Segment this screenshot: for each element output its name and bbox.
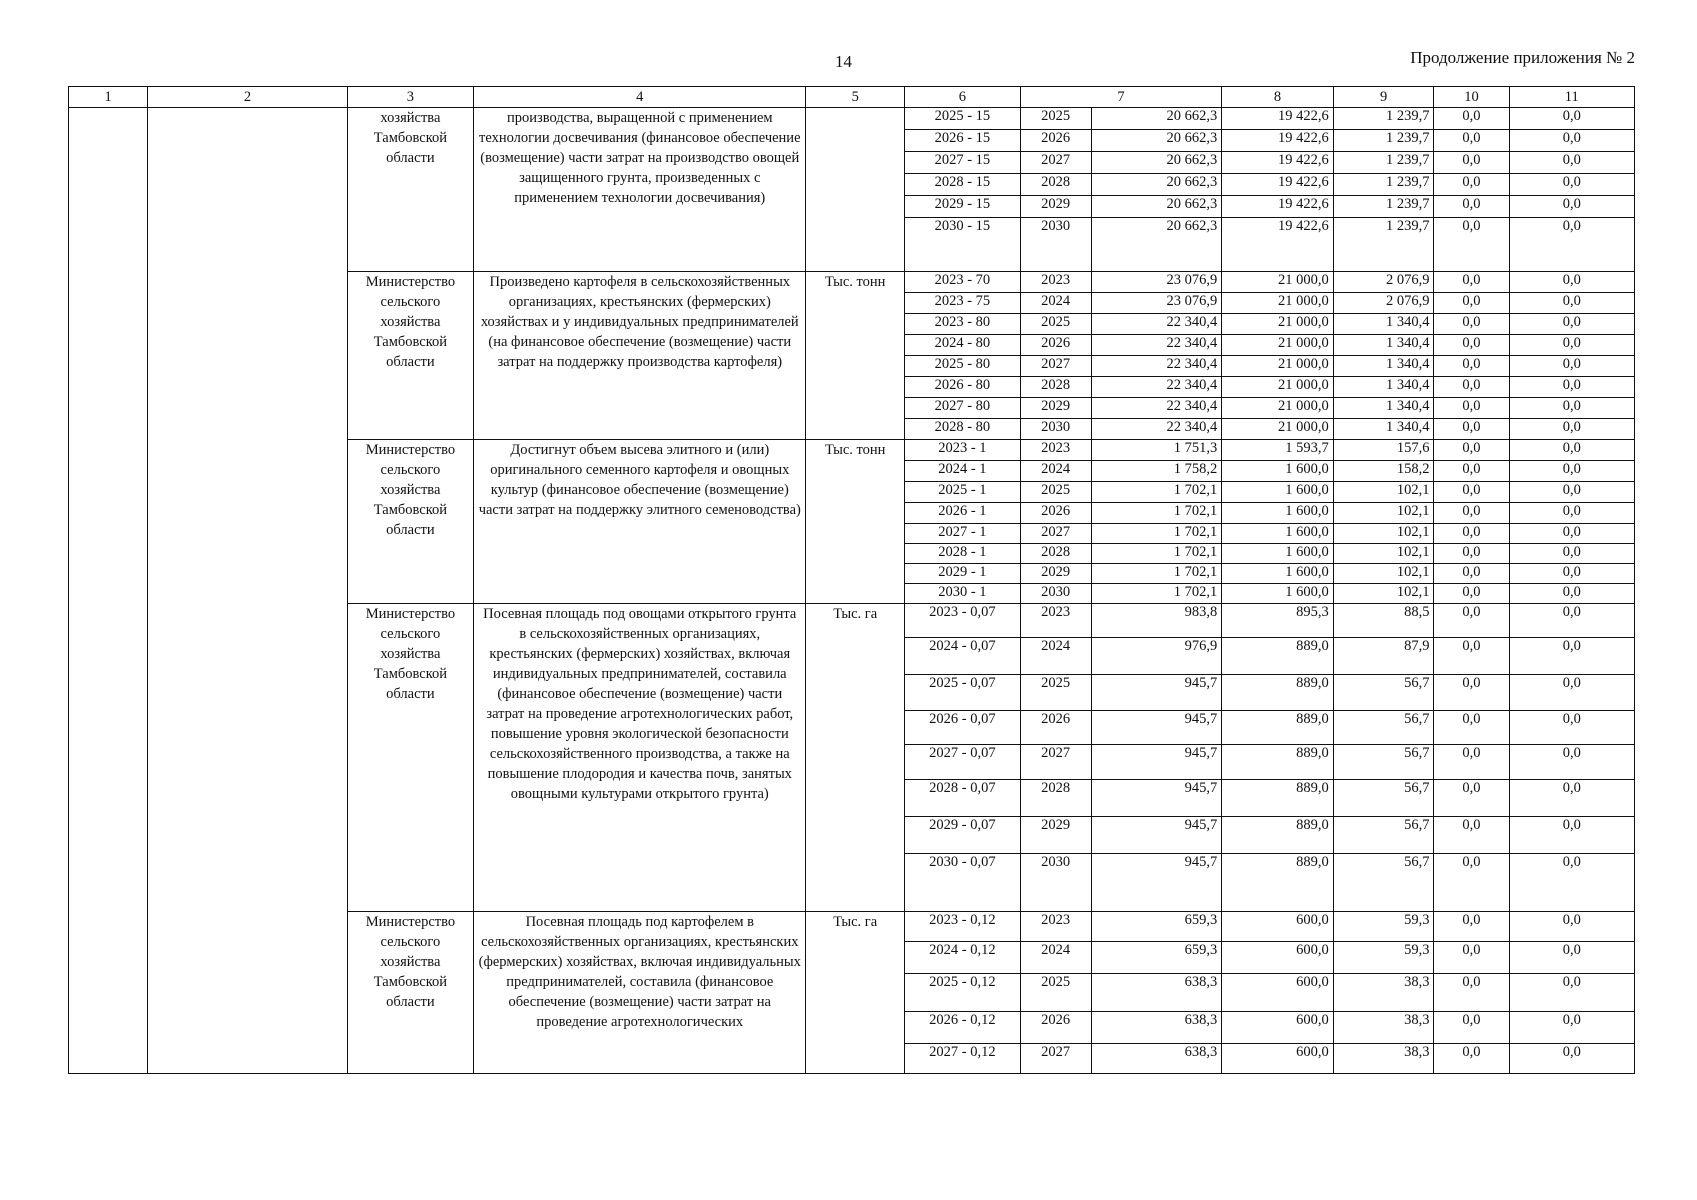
- local-amount: 0,0: [1434, 942, 1509, 974]
- local-amount: 0,0: [1434, 398, 1509, 419]
- col-header-5: 5: [806, 87, 905, 108]
- total-amount: 976,9: [1091, 638, 1222, 675]
- regional-amount: 1 340,4: [1333, 356, 1434, 377]
- total-amount: 659,3: [1091, 912, 1222, 942]
- target-value: 2023 - 0,12: [905, 912, 1021, 942]
- local-amount: 0,0: [1434, 503, 1509, 524]
- federal-amount: 21 000,0: [1222, 377, 1333, 398]
- year-cell: 2025: [1020, 974, 1091, 1012]
- regional-amount: 56,7: [1333, 711, 1434, 745]
- other-amount: 0,0: [1509, 544, 1635, 564]
- col-header-9: 9: [1333, 87, 1434, 108]
- indicator-description: Достигнут объем высева элитного и (или) оригинального семенного картофеля и овощных культур (финансовое обеспечение (возмещение) части затрат на поддержку элитного семеноводства): [474, 440, 806, 604]
- total-amount: 20 662,3: [1091, 130, 1222, 152]
- federal-amount: 889,0: [1222, 854, 1333, 912]
- executor-cell: Министерство сельского хозяйства Тамбовской области: [347, 604, 473, 912]
- other-amount: 0,0: [1509, 293, 1635, 314]
- regional-amount: 1 239,7: [1333, 130, 1434, 152]
- local-amount: 0,0: [1434, 564, 1509, 584]
- other-amount: 0,0: [1509, 314, 1635, 335]
- federal-amount: 600,0: [1222, 1012, 1333, 1044]
- year-cell: 2029: [1020, 398, 1091, 419]
- year-cell: 2027: [1020, 1044, 1091, 1074]
- target-value: 2028 - 1: [905, 544, 1021, 564]
- local-amount: 0,0: [1434, 152, 1509, 174]
- regional-amount: 56,7: [1333, 780, 1434, 817]
- other-amount: 0,0: [1509, 1012, 1635, 1044]
- regional-amount: 1 239,7: [1333, 108, 1434, 130]
- cell-col-2: [148, 108, 347, 1074]
- regional-amount: 2 076,9: [1333, 293, 1434, 314]
- local-amount: 0,0: [1434, 544, 1509, 564]
- total-amount: 659,3: [1091, 942, 1222, 974]
- local-amount: 0,0: [1434, 314, 1509, 335]
- regional-amount: 157,6: [1333, 440, 1434, 461]
- year-cell: 2026: [1020, 503, 1091, 524]
- year-cell: 2024: [1020, 293, 1091, 314]
- federal-amount: 889,0: [1222, 745, 1333, 780]
- regional-amount: 88,5: [1333, 604, 1434, 638]
- regional-amount: 38,3: [1333, 1044, 1434, 1074]
- federal-amount: 889,0: [1222, 638, 1333, 675]
- table-row: [69, 108, 1635, 130]
- col-header-3: 3: [347, 87, 473, 108]
- federal-amount: 21 000,0: [1222, 356, 1333, 377]
- total-amount: 1 751,3: [1091, 440, 1222, 461]
- year-cell: 2029: [1020, 196, 1091, 218]
- local-amount: 0,0: [1434, 356, 1509, 377]
- total-amount: 20 662,3: [1091, 152, 1222, 174]
- federal-amount: 1 600,0: [1222, 503, 1333, 524]
- regional-amount: 56,7: [1333, 675, 1434, 711]
- regional-amount: 59,3: [1333, 942, 1434, 974]
- other-amount: 0,0: [1509, 745, 1635, 780]
- total-amount: 22 340,4: [1091, 356, 1222, 377]
- year-cell: 2028: [1020, 544, 1091, 564]
- other-amount: 0,0: [1509, 461, 1635, 482]
- regional-amount: 1 239,7: [1333, 152, 1434, 174]
- target-value: 2027 - 80: [905, 398, 1021, 419]
- local-amount: 0,0: [1434, 524, 1509, 544]
- other-amount: 0,0: [1509, 854, 1635, 912]
- regional-amount: 102,1: [1333, 584, 1434, 604]
- federal-amount: 19 422,6: [1222, 196, 1333, 218]
- year-cell: 2028: [1020, 780, 1091, 817]
- year-cell: 2027: [1020, 152, 1091, 174]
- local-amount: 0,0: [1434, 482, 1509, 503]
- local-amount: 0,0: [1434, 638, 1509, 675]
- federal-amount: 21 000,0: [1222, 335, 1333, 356]
- regional-amount: 56,7: [1333, 745, 1434, 780]
- year-cell: 2023: [1020, 440, 1091, 461]
- target-value: 2023 - 1: [905, 440, 1021, 461]
- federal-amount: 1 600,0: [1222, 544, 1333, 564]
- federal-amount: 19 422,6: [1222, 108, 1333, 130]
- regional-amount: 59,3: [1333, 912, 1434, 942]
- target-value: 2030 - 0,07: [905, 854, 1021, 912]
- target-value: 2026 - 1: [905, 503, 1021, 524]
- total-amount: 23 076,9: [1091, 272, 1222, 293]
- regional-amount: 56,7: [1333, 854, 1434, 912]
- other-amount: 0,0: [1509, 196, 1635, 218]
- year-cell: 2027: [1020, 356, 1091, 377]
- total-amount: 1 702,1: [1091, 503, 1222, 524]
- federal-amount: 21 000,0: [1222, 314, 1333, 335]
- other-amount: 0,0: [1509, 604, 1635, 638]
- year-cell: 2025: [1020, 314, 1091, 335]
- other-amount: 0,0: [1509, 152, 1635, 174]
- target-value: 2029 - 1: [905, 564, 1021, 584]
- federal-amount: 21 000,0: [1222, 293, 1333, 314]
- other-amount: 0,0: [1509, 503, 1635, 524]
- year-cell: 2030: [1020, 854, 1091, 912]
- total-amount: 945,7: [1091, 854, 1222, 912]
- other-amount: 0,0: [1509, 398, 1635, 419]
- total-amount: 1 702,1: [1091, 584, 1222, 604]
- other-amount: 0,0: [1509, 272, 1635, 293]
- col-header-11: 11: [1509, 87, 1635, 108]
- local-amount: 0,0: [1434, 461, 1509, 482]
- local-amount: 0,0: [1434, 196, 1509, 218]
- federal-amount: 19 422,6: [1222, 152, 1333, 174]
- col-header-2: 2: [148, 87, 347, 108]
- federal-amount: 895,3: [1222, 604, 1333, 638]
- target-value: 2023 - 80: [905, 314, 1021, 335]
- other-amount: 0,0: [1509, 942, 1635, 974]
- year-cell: 2023: [1020, 912, 1091, 942]
- target-value: 2027 - 15: [905, 152, 1021, 174]
- regional-amount: 158,2: [1333, 461, 1434, 482]
- target-value: 2023 - 75: [905, 293, 1021, 314]
- other-amount: 0,0: [1509, 524, 1635, 544]
- total-amount: 638,3: [1091, 1012, 1222, 1044]
- year-cell: 2024: [1020, 942, 1091, 974]
- target-value: 2028 - 0,07: [905, 780, 1021, 817]
- regional-amount: 1 340,4: [1333, 377, 1434, 398]
- other-amount: 0,0: [1509, 377, 1635, 398]
- federal-amount: 600,0: [1222, 1044, 1333, 1074]
- other-amount: 0,0: [1509, 711, 1635, 745]
- federal-amount: 1 600,0: [1222, 564, 1333, 584]
- other-amount: 0,0: [1509, 974, 1635, 1012]
- target-value: 2029 - 15: [905, 196, 1021, 218]
- total-amount: 23 076,9: [1091, 293, 1222, 314]
- col-header-8: 8: [1222, 87, 1333, 108]
- other-amount: 0,0: [1509, 817, 1635, 854]
- federal-amount: 21 000,0: [1222, 272, 1333, 293]
- local-amount: 0,0: [1434, 1044, 1509, 1074]
- local-amount: 0,0: [1434, 377, 1509, 398]
- executor-cell: Министерство сельского хозяйства Тамбовской области: [347, 912, 473, 1074]
- year-cell: 2024: [1020, 461, 1091, 482]
- other-amount: 0,0: [1509, 780, 1635, 817]
- year-cell: 2030: [1020, 419, 1091, 440]
- local-amount: 0,0: [1434, 440, 1509, 461]
- unit-cell: Тыс. га: [806, 912, 905, 1074]
- local-amount: 0,0: [1434, 974, 1509, 1012]
- page-number: 14: [835, 52, 852, 71]
- regional-amount: 1 239,7: [1333, 196, 1434, 218]
- year-cell: 2030: [1020, 584, 1091, 604]
- regional-amount: 1 239,7: [1333, 218, 1434, 272]
- continuation-caption: Продолжение приложения № 2: [1410, 48, 1635, 67]
- target-value: 2027 - 1: [905, 524, 1021, 544]
- indicator-description: Посевная площадь под картофелем в сельскохозяйственных организациях, крестьянских (фермерских) хозяйствах, включая индивидуальных предпринимателей, составила (финансовое обеспечение (возмещение) части затрат на проведение агротехнологических: [474, 912, 806, 1074]
- col-header-10: 10: [1434, 87, 1509, 108]
- target-value: 2025 - 15: [905, 108, 1021, 130]
- total-amount: 945,7: [1091, 675, 1222, 711]
- federal-amount: 1 600,0: [1222, 461, 1333, 482]
- total-amount: 22 340,4: [1091, 377, 1222, 398]
- total-amount: 1 702,1: [1091, 524, 1222, 544]
- regional-amount: 87,9: [1333, 638, 1434, 675]
- regional-amount: 102,1: [1333, 564, 1434, 584]
- other-amount: 0,0: [1509, 638, 1635, 675]
- target-value: 2023 - 0,07: [905, 604, 1021, 638]
- indicator-description: Произведено картофеля в сельскохозяйственных организациях, крестьянских (фермерских) хозяйствах и у индивидуальных предпринимателей (на финансовое обеспечение (возмещение) части затрат на поддержку производства картофеля): [474, 272, 806, 440]
- target-value: 2028 - 80: [905, 419, 1021, 440]
- col-header-4: 4: [474, 87, 806, 108]
- total-amount: 945,7: [1091, 711, 1222, 745]
- local-amount: 0,0: [1434, 604, 1509, 638]
- cell-col-1: [69, 108, 148, 1074]
- local-amount: 0,0: [1434, 854, 1509, 912]
- year-cell: 2027: [1020, 524, 1091, 544]
- total-amount: 20 662,3: [1091, 218, 1222, 272]
- regional-amount: 1 340,4: [1333, 398, 1434, 419]
- target-value: 2025 - 80: [905, 356, 1021, 377]
- local-amount: 0,0: [1434, 293, 1509, 314]
- other-amount: 0,0: [1509, 218, 1635, 272]
- federal-amount: 600,0: [1222, 942, 1333, 974]
- federal-amount: 600,0: [1222, 974, 1333, 1012]
- local-amount: 0,0: [1434, 130, 1509, 152]
- other-amount: 0,0: [1509, 1044, 1635, 1074]
- target-value: 2026 - 0,07: [905, 711, 1021, 745]
- other-amount: 0,0: [1509, 130, 1635, 152]
- year-cell: 2029: [1020, 817, 1091, 854]
- year-cell: 2028: [1020, 174, 1091, 196]
- col-header-1: 1: [69, 87, 148, 108]
- col-header-6: 6: [905, 87, 1021, 108]
- year-cell: 2029: [1020, 564, 1091, 584]
- total-amount: 22 340,4: [1091, 419, 1222, 440]
- year-cell: 2025: [1020, 482, 1091, 503]
- appendix-table: [68, 86, 1635, 1074]
- other-amount: 0,0: [1509, 912, 1635, 942]
- year-cell: 2026: [1020, 711, 1091, 745]
- unit-cell: Тыс. тонн: [806, 272, 905, 440]
- total-amount: 20 662,3: [1091, 108, 1222, 130]
- year-cell: 2027: [1020, 745, 1091, 780]
- target-value: 2023 - 70: [905, 272, 1021, 293]
- other-amount: 0,0: [1509, 174, 1635, 196]
- year-cell: 2025: [1020, 675, 1091, 711]
- executor-cell: Министерство сельского хозяйства Тамбовской области: [347, 272, 473, 440]
- executor-cell: хозяйства Тамбовской области: [347, 108, 473, 272]
- local-amount: 0,0: [1434, 1012, 1509, 1044]
- total-amount: 945,7: [1091, 780, 1222, 817]
- target-value: 2028 - 15: [905, 174, 1021, 196]
- other-amount: 0,0: [1509, 675, 1635, 711]
- local-amount: 0,0: [1434, 912, 1509, 942]
- regional-amount: 1 340,4: [1333, 314, 1434, 335]
- total-amount: 1 702,1: [1091, 564, 1222, 584]
- local-amount: 0,0: [1434, 272, 1509, 293]
- total-amount: 638,3: [1091, 974, 1222, 1012]
- regional-amount: 102,1: [1333, 482, 1434, 503]
- target-value: 2029 - 0,07: [905, 817, 1021, 854]
- indicator-description: Посевная площадь под овощами открытого грунта в сельскохозяйственных организациях, крестьянских (фермерских) хозяйствах, включая индивидуальных предпринимателей, составила (финансовое обеспечение (возмещение) части затрат на проведение агротехнологических работ, повышение уровня экологической безопасности сельскохозяйственного производства, а также на повышение плодородия и качества почв, занятых овощными культурами открытого грунта): [474, 604, 806, 912]
- regional-amount: 38,3: [1333, 974, 1434, 1012]
- target-value: 2026 - 0,12: [905, 1012, 1021, 1044]
- local-amount: 0,0: [1434, 711, 1509, 745]
- indicator-description: производства, выращенной с применением технологии досвечивания (финансовое обеспечение (возмещение) части затрат на производство овощей защищенного грунта, произведенных с применением технологии досвечивания): [474, 108, 806, 272]
- year-cell: 2030: [1020, 218, 1091, 272]
- year-cell: 2026: [1020, 130, 1091, 152]
- regional-amount: 1 340,4: [1333, 419, 1434, 440]
- federal-amount: 19 422,6: [1222, 218, 1333, 272]
- target-value: 2024 - 0,12: [905, 942, 1021, 974]
- target-value: 2026 - 15: [905, 130, 1021, 152]
- year-cell: 2026: [1020, 335, 1091, 356]
- total-amount: 22 340,4: [1091, 398, 1222, 419]
- local-amount: 0,0: [1434, 675, 1509, 711]
- regional-amount: 2 076,9: [1333, 272, 1434, 293]
- local-amount: 0,0: [1434, 174, 1509, 196]
- total-amount: 20 662,3: [1091, 196, 1222, 218]
- executor-cell: Министерство сельского хозяйства Тамбовской области: [347, 440, 473, 604]
- local-amount: 0,0: [1434, 584, 1509, 604]
- federal-amount: 1 593,7: [1222, 440, 1333, 461]
- total-amount: 638,3: [1091, 1044, 1222, 1074]
- other-amount: 0,0: [1509, 356, 1635, 377]
- year-cell: 2026: [1020, 1012, 1091, 1044]
- total-amount: 945,7: [1091, 817, 1222, 854]
- regional-amount: 38,3: [1333, 1012, 1434, 1044]
- target-value: 2024 - 1: [905, 461, 1021, 482]
- regional-amount: 102,1: [1333, 503, 1434, 524]
- total-amount: 1 702,1: [1091, 544, 1222, 564]
- local-amount: 0,0: [1434, 335, 1509, 356]
- federal-amount: 1 600,0: [1222, 482, 1333, 503]
- year-cell: 2023: [1020, 272, 1091, 293]
- local-amount: 0,0: [1434, 780, 1509, 817]
- other-amount: 0,0: [1509, 108, 1635, 130]
- federal-amount: 1 600,0: [1222, 524, 1333, 544]
- unit-cell: Тыс. га: [806, 604, 905, 912]
- federal-amount: 600,0: [1222, 912, 1333, 942]
- total-amount: 983,8: [1091, 604, 1222, 638]
- target-value: 2030 - 15: [905, 218, 1021, 272]
- target-value: 2026 - 80: [905, 377, 1021, 398]
- other-amount: 0,0: [1509, 440, 1635, 461]
- target-value: 2024 - 0,07: [905, 638, 1021, 675]
- total-amount: 945,7: [1091, 745, 1222, 780]
- target-value: 2025 - 0,07: [905, 675, 1021, 711]
- target-value: 2025 - 1: [905, 482, 1021, 503]
- unit-cell: Тыс. тонн: [806, 440, 905, 604]
- federal-amount: 19 422,6: [1222, 130, 1333, 152]
- target-value: 2030 - 1: [905, 584, 1021, 604]
- year-cell: 2024: [1020, 638, 1091, 675]
- other-amount: 0,0: [1509, 564, 1635, 584]
- federal-amount: 889,0: [1222, 675, 1333, 711]
- target-value: 2025 - 0,12: [905, 974, 1021, 1012]
- total-amount: 1 758,2: [1091, 461, 1222, 482]
- regional-amount: 1 340,4: [1333, 335, 1434, 356]
- federal-amount: 889,0: [1222, 817, 1333, 854]
- regional-amount: 1 239,7: [1333, 174, 1434, 196]
- year-cell: 2028: [1020, 377, 1091, 398]
- other-amount: 0,0: [1509, 482, 1635, 503]
- federal-amount: 19 422,6: [1222, 174, 1333, 196]
- regional-amount: 102,1: [1333, 524, 1434, 544]
- col-header-7: 7: [1020, 87, 1222, 108]
- total-amount: 1 702,1: [1091, 482, 1222, 503]
- local-amount: 0,0: [1434, 817, 1509, 854]
- federal-amount: 889,0: [1222, 711, 1333, 745]
- regional-amount: 56,7: [1333, 817, 1434, 854]
- local-amount: 0,0: [1434, 419, 1509, 440]
- total-amount: 22 340,4: [1091, 335, 1222, 356]
- local-amount: 0,0: [1434, 745, 1509, 780]
- unit-cell: [806, 108, 905, 272]
- federal-amount: 889,0: [1222, 780, 1333, 817]
- year-cell: 2025: [1020, 108, 1091, 130]
- federal-amount: 21 000,0: [1222, 419, 1333, 440]
- federal-amount: 1 600,0: [1222, 584, 1333, 604]
- year-cell: 2023: [1020, 604, 1091, 638]
- target-value: 2024 - 80: [905, 335, 1021, 356]
- other-amount: 0,0: [1509, 584, 1635, 604]
- regional-amount: 102,1: [1333, 544, 1434, 564]
- local-amount: 0,0: [1434, 108, 1509, 130]
- local-amount: 0,0: [1434, 218, 1509, 272]
- other-amount: 0,0: [1509, 335, 1635, 356]
- target-value: 2027 - 0,07: [905, 745, 1021, 780]
- federal-amount: 21 000,0: [1222, 398, 1333, 419]
- column-number-row: [69, 87, 1635, 108]
- target-value: 2027 - 0,12: [905, 1044, 1021, 1074]
- total-amount: 20 662,3: [1091, 174, 1222, 196]
- total-amount: 22 340,4: [1091, 314, 1222, 335]
- other-amount: 0,0: [1509, 419, 1635, 440]
